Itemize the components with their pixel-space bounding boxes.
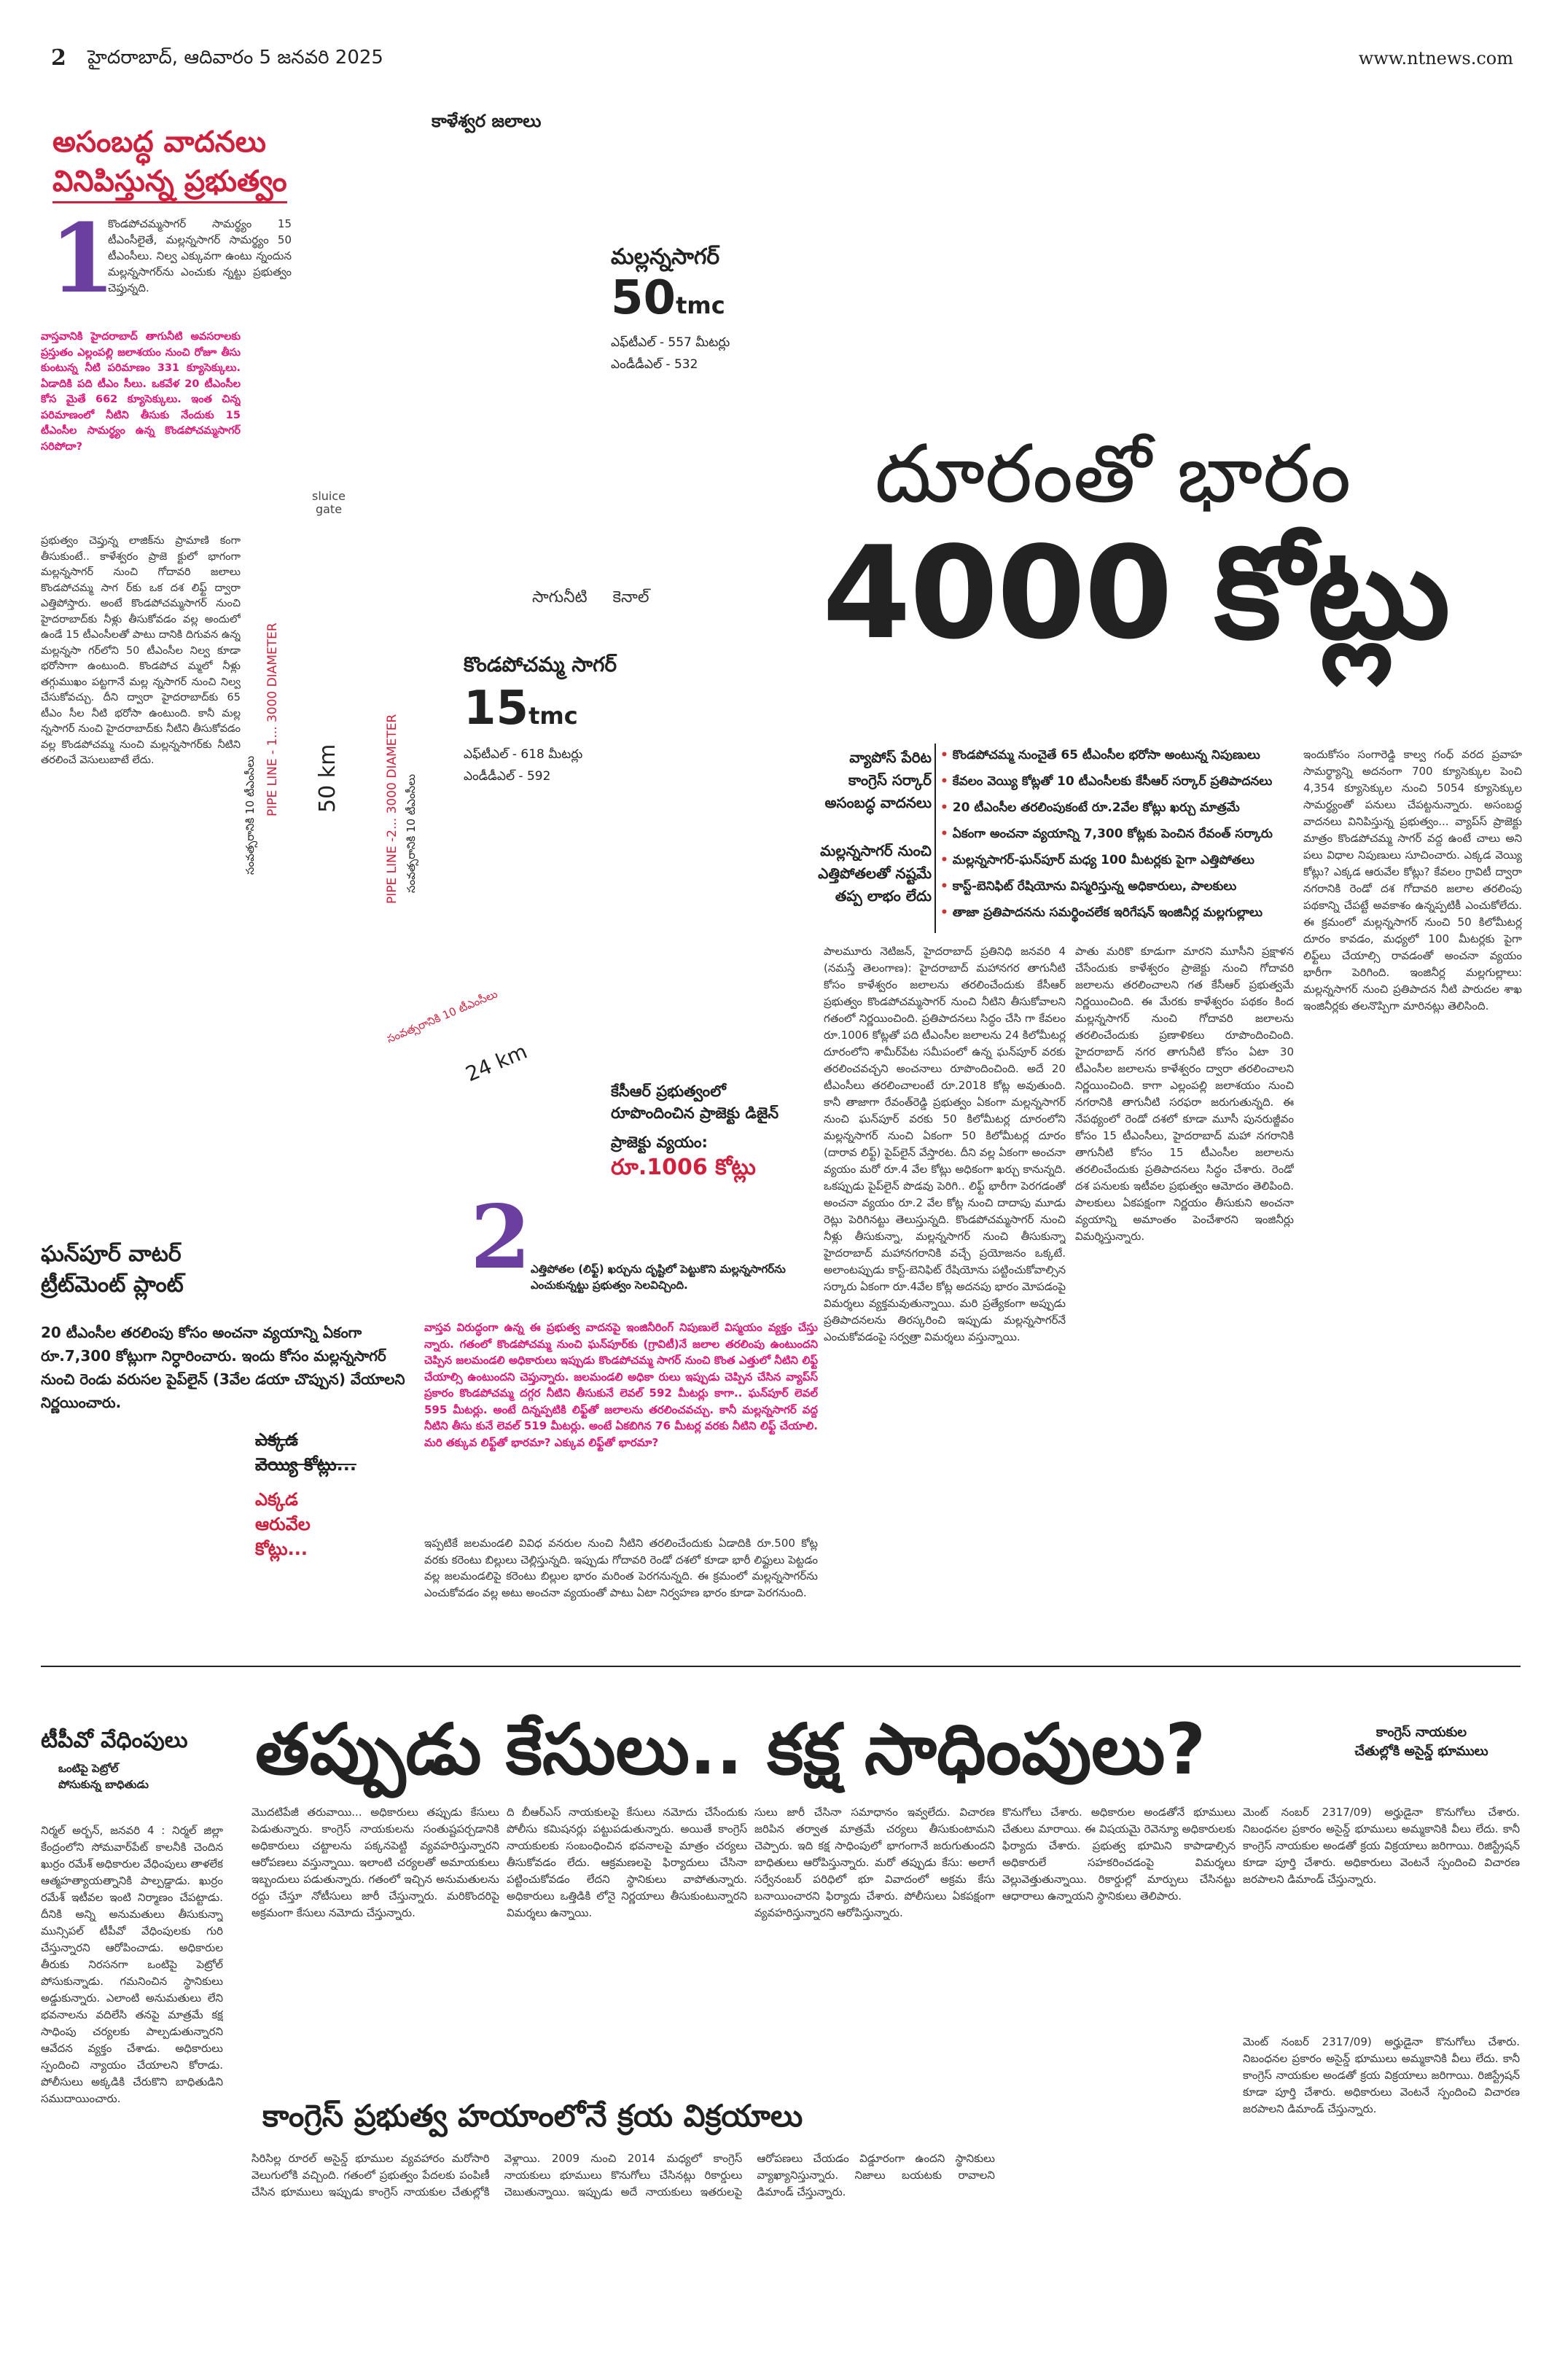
kaleshwaram-label: కాళేశ్వర జలాలు xyxy=(432,111,542,131)
summary-bullet: • కాస్ట్-బెనిఫిట్ రేషియోను విస్మరిస్తున్న అధికారులు, పాలకులు xyxy=(940,873,1283,900)
page-number: 2 xyxy=(51,45,66,71)
kondapochamma-capacity xyxy=(464,682,578,736)
canal-label: సాగునీటి కెనాల్ xyxy=(532,588,649,606)
kcr-cost-value: రూ.1006 కోట్లు xyxy=(611,1155,756,1180)
bottom-col-g: మెంట్ నంబర్ 2317/09) అర్హుడైనా కొనుగోలు చేశారు. నిబంధనల ప్రకారం అసైన్డ్ భూములు అమ్మకానికి వీలు లేదు. కానీ కాంగ్రెస్ నాయకుల అండతో క్రయ విక్రయాలు జరిగాయి. రిజిస్ట్రేషన్ కూడా పూర్తి చేశారు. అధికారులు వెంటనే స్పందించి విచారణ జరపాలని డిమాండ్ చేస్తున్నారు. xyxy=(1243,2035,1520,2115)
main-headline-line2: 4000 కోట్లు xyxy=(822,520,1449,668)
ghanpur-text: 20 టీఎంసీల తరలింపు కోసం అంచనా వ్యయాన్ని ఏకంగా రూ.7,300 కోట్లుగా నిర్ధారించారు. ఇందు కోసం మల్లన్నసాగర్ నుంచి రెండు వరుసల పైప్‌లైన్ (3వేల డయా చొప్పున) వేయాలని నిర్ణయించారు. xyxy=(41,1324,405,1411)
tpo-subtitle: ఒంటిపై పెట్రోల్ పోసుకున్న బాధితుడు xyxy=(58,1762,149,1791)
pipeline-1-label: PIPE LINE - 1... 3000 DIAMETER xyxy=(265,623,280,816)
summary-divider xyxy=(934,744,936,933)
website[interactable]: www.ntnews.com xyxy=(1358,48,1513,69)
strike-block xyxy=(255,1427,356,1477)
article-column-2: పాతు మరికొ కూడుగా మారని మూసీని ప్రక్షాళన చేసేందుకు కాళేశ్వరం ప్రాజెక్టు నుంచి గోదావరి జలాలను తరలించాలని గత కేసీఆర్ ప్రభుత్వమే నిర్ణయించింది. ఈ మేరకు కాళేశ్వరం పథకం కింద మల్లన్నసాగర్ నుంచి గోదావరి జలాలను తరలించేందుకు ప్రణాళికలు రూపొందించింది. హైదరాబాద్ నగర తాగునీటి కోసం ఏటా 30 టీఎంసీల జలాలను కాళేశ్వరం ద్వారా తరలించాలని నిర్ణయించింది. కాగా ఎల్లంపల్లి జలాశయం నుంచి నగరానికి తాగునీటి సరఫరా జరుగుతున్నది. ఈ నేపథ్యంలో రెండో దశలో కూడా మూసీ పునరుజ్జీవం కోసం 15 టీఎంసీలు, హైదరాబాద్ మహా నగరానికి తాగునీటి కోసం 15 టీఎంసీల జలాలను తరలించేందుకు ప్రతిపాదనలు సిద్ధం చేశారు. రెండో దశ పనులకు ఇటీవల ప్రభుత్వం ఆమోదం తెలిపింది. పాలకులు ఏకపక్షంగా నిర్ణయం తీసుకుని అంచనా వ్యయాన్ని అమాంతం పెంచేశారని ఇంజినీర్లు విమర్శిస్తున్నారు. xyxy=(1075,945,1294,1243)
ghanpur-title-line1: ఘన్‌పూర్ వాటర్ xyxy=(41,1241,182,1267)
left-headline-line2: వినిపిస్తున్న ప్రభుత్వం xyxy=(52,162,287,203)
strike-line2: వెయ్యి కోట్లు... xyxy=(255,1454,356,1475)
bottom-subhead: కాంగ్రెస్ ప్రభుత్వ హయాంలోనే క్రయ విక్రయాలు xyxy=(262,2098,803,2134)
main-headline-line1: దూరంతో భారం xyxy=(875,427,1351,520)
sluice-gate-label: sluice gate xyxy=(312,489,346,516)
kcr-box xyxy=(611,1080,778,1182)
kondapochamma-mddl: ఎండీడీఎల్ - 592 xyxy=(464,769,551,784)
left-body-text: ప్రభుత్వం చెప్తున్న లాజిక్‌ను ప్రామాణి కంగా తీసుకుంటే.. కాళేశ్వరం ప్రాజె క్టులో భాగంగా మల్లన్నసాగర్ నుంచి గోదావరి జలాలు కొండపోచమ్మ సాగ ర్‌కు ఒక దశ లిఫ్ట్ ద్వారా ఎత్తిపోస్తారు. అంటే కొండపోచమ్మసాగర్ నుంచి హైదరాబాద్‌కు నీళ్లు తీసుకోవడం వల్ల అందులో ఉండే 15 టీఎంసీలతో పాటు దానికి దిగువన ఉన్న మల్లన్నసా గర్‌లోని 50 టీఎంసీల నిల్వ కూడా భరోసాగా ఉంటుంది. కొండపోచ మ్మలో నీళ్లు తగ్గుముఖం పట్టగానే మల్ల న్నసాగర్ నుంచి నిల్వ చేసుకోవచ్చు. దీని ద్వారా హైదరాబాద్‌కు 65 టీఎం సీల నీటి భరోసా ఉంటుంది. కానీ మల్ల న్నసాగర్ నుంచి హైదరాబాద్‌కు నీటిని తీసుకోవడం వల్ల కొండపోచమ్మ నుంచి మల్లన్నసాగర్‌కు నీటిని తరలించే వెసులుబాటే లేదు. xyxy=(41,535,241,766)
congress-box-title: కాంగ్రెస్ నాయకుల చేతుల్లోకి అసైన్డ్ భూములు xyxy=(1354,1725,1488,1759)
bottom-col-left: నిర్మల్ అర్బన్, జనవరి 4 : నిర్మల్ జిల్లా కేంద్రంలోని సోమవార్‌పేట్ కాలనీకి చెందిన ఖుర్రం రమేశ్ అధికారుల వేధింపులు తాళలేక ఆత్మహత్యాయత్నానికి పాల్పడ్డాడు. ఖుర్రం రమేశ్ ఇటీవల ఇంటి నిర్మాణం చేపట్టాడు. దీనికి అన్ని అనుమతులు తీసుకున్నా మున్సిపల్ టీపీవో వేధింపులకు గురి చేస్తున్నారని ఆరోపించాడు. అధికారుల తీరుకు నిరసనగా ఒంటిపై పెట్రోల్ పోసుకున్నాడు. గమనించిన స్థానికులు అడ్డుకున్నారు. ఎలాంటి అనుమతులు లేని భవనాలను వదిలేసి తనపై మాత్రమే కక్ష సాధింపు చర్యలకు పాల్పడుతున్నారని ఆవేదన వ్యక్తం చేశాడు. అధికారులు స్పందించి న్యాయం చేయాలని కోరాడు. పోలీసులు అక్కడికి చేరుకొని బాధితుడిని సముదాయించారు. xyxy=(41,1824,223,2105)
bottom-col-a: మొదటిపేజీ తరువాయి... అధికారులు తప్పుడు కేసులు పెడుతున్నారు. కాంగ్రెస్ నాయకులను సంతుష్టపర్చడానికి అధికారులు చట్టాలను పక్కనపెట్టి వ్యవహరిస్తున్నారని ఆరోపణలు వస్తున్నాయి. ఇలాంటి చర్యలతో అమాయకులు ఇబ్బందులు పడుతున్నారు. గతంలో ఇచ్చిన అనుమతులను రద్దు చేస్తూ నోటీసులు జారీ చేస్తున్నారు. మరికొందరిపై అక్రమంగా కేసులు నమోదు చేస్తున్నారు. xyxy=(251,1806,499,1919)
bottom-col-f: సిరిసిల్ల రూరల్ అసైన్డ్ భూముల వ్యవహారం మరోసారి వెలుగులోకి వచ్చింది. గతంలో ప్రభుత్వం పేదలకు పంపిణీ చేసిన భూములు ఇప్పుడు కాంగ్రెస్ నాయకుల చేతుల్లోకి వెళ్లాయి. 2009 నుంచి 2014 మధ్యలో కాంగ్రెస్ నాయకులు భూములు కొనుగోలు చేసినట్లు రికార్డులు చెబుతున్నాయి. ఇప్పుడు అదే నాయకులు ఇతరులపై ఆరోపణలు చేయడం విడ్డూరంగా ఉందని స్థానికులు వ్యాఖ్యానిస్తున్నారు. నిజాలు బయటకు రావాలని డిమాండ్ చేస్తున్నారు. xyxy=(251,2152,995,2198)
ghanpur-title xyxy=(41,1239,184,1300)
summary-bullet: • కొండపోచమ్మ నుంచైతే 65 టీఎంసీల భరోసా అంటున్న నిపుణులు xyxy=(940,742,1283,768)
summary-label-1: వ్యాపోస్ పేరిట కాంగ్రెస్ సర్కార్ అసంబద్ధ వాదనలు xyxy=(824,749,932,811)
body-under-pink: ఇప్పటికే జలమండలి వివిధ వనరుల నుంచి నీటిని తరలించేందుకు ఏడాదికి రూ.500 కోట్ల వరకు కరెంటు బిల్లులు చెల్లిస్తున్నది. ఇప్పుడు గోదావరి రెండో దశలో కూడా భారీ లిఫ్టులు పెట్టడం వల్ల జలమండలిపై కరెంటు బిల్లుల భారం మరింత పెరగనున్నది. ఈ క్రమంలో మల్లన్నసాగర్‌ను ఎంచుకోవడం వల్ల అటు అంచనా వ్యయంతో పాటు ఏటా నిర్వహణ భారం కూడా పెరగనుంది. xyxy=(424,1537,818,1599)
mallanna-capacity-unit: tmc xyxy=(676,292,725,319)
pipeline-2-label: PIPE LINE -2... 3000 DIAMETER xyxy=(385,714,399,904)
summary-bullet: • మల్లన్నసాగర్-ఘన్‌పూర్ మధ్య 100 మీటర్లకు పైగా ఎత్తిపోతలు xyxy=(940,847,1283,873)
kcr-box-line1: కేసీఆర్ ప్రభుత్వంలో xyxy=(611,1082,726,1100)
summary-bullet: • ఏకంగా అంచనా వ్యయాన్ని 7,300 కోట్లకు పెంచిన రేవంత్ సర్కారు xyxy=(940,821,1283,847)
kcr-box-line2: రూపొందించిన ప్రాజెక్టు డిజైన్ xyxy=(611,1104,779,1122)
summary-bullet: • కేవలం వెయ్యి కోట్లతో 10 టీఎంసీలకు కేసీఆర్ సర్కార్ ప్రతిపాదనలు xyxy=(940,768,1283,795)
point-2-text: ఎత్తిపోతల (లిఫ్ట్) ఖర్చును దృష్టిలో పెట్టుకొని మల్లన్నసాగర్‌ను ఎంచుకున్నట్టు ప్రభుత్వం సెలవిచ్చింది. xyxy=(531,1263,786,1292)
red-line2: ఆరువేల xyxy=(255,1514,311,1534)
bottom-col-c: సులు జారీ చేసినా సమాధానం ఇవ్వలేదు. విచారణ జరిపిన తర్వాత మాత్రమే చర్యలు తీసుకుంటామని చెప్పారు. ఇది కక్ష సాధింపులో భాగంగానే జరుగుతుందని బాధితులు ఆరోపిస్తున్నారు. మరో తప్పుడు కేసు: అలాగే సర్వేనంబర్ పరిధిలో భూ వివాదంలో అక్రమ కేసు బనాయించారని ఫిర్యాదు చేశారు. పోలీసులు ఏకపక్షంగా వ్యవహరిస్తున్నారని ఆరోపిస్తున్నారు. xyxy=(754,1806,995,1919)
mallanna-mddl: ఎండీడీఎల్ - 532 xyxy=(611,357,698,372)
kondapochamma-ftl: ఎఫ్‌టీఎల్ - 618 మీటర్లు xyxy=(464,747,583,762)
kp-capacity-unit: tmc xyxy=(528,702,578,730)
kondapochamma-name: కొండపోచమ్మ సాగర్ xyxy=(464,652,617,676)
summary-label-2: మల్లన్నసాగర్ నుంచి ఎత్తిపోతలతో నష్టమే తప్ప లాభం లేదు xyxy=(818,842,932,905)
point-1-text: కొండపోచమ్మసాగర్ సామర్థ్యం 15 టీఎంసీలైతే, మల్లన్నసాగర్ సామర్థ్యం 50 టీఎంసీలు. నిల్వ ఎక్కువగా ఉంటు న్నందున మల్లన్నసాగర్‌ను ఎంచుకు న్నట్టు ప్రభుత్వం చెప్తున్నది. xyxy=(108,217,292,294)
left-headline-line1: అసంబద్ధ వాదనలు xyxy=(52,125,266,159)
dateline: హైదరాబాద్, ఆదివారం 5 జనవరి 2025 xyxy=(87,47,383,69)
tmc-per-year-2: సంవత్సరానికి 10 టీఎంసీలు xyxy=(405,773,418,893)
summary-bullet: • తాజా ప్రతిపాదనను సమర్థించలేక ఇరిగేషన్ ఇంజినీర్ల మల్లగుల్లాలు xyxy=(940,900,1283,926)
mallanna-capacity-num: 50 xyxy=(611,271,676,325)
kcr-cost-label: ప్రాజెక్టు వ్యయం: xyxy=(611,1134,708,1151)
article-column-3: ఇందుకోసం సంగారెడ్డి కాల్వ గంధ్ వరద ప్రవాహ సామర్థ్యాన్ని అదనంగా 700 క్యూసెక్కుల పెంచి 4,354 క్యూసెక్కుల నుంచి 5054 క్యూసెక్కుల సామర్థ్యంతో పనులు చేపట్టనున్నారు. అసంబద్ధ వాదనలు వినిపిస్తున్న ప్రభుత్వం... వ్యాప్‌స్ ప్రాజెక్టు మాత్రం కొండపోచమ్మ సాగర్ వద్ద ఉంటే చాలు అని పలు విధాల నిపుణులు సూచించారు. ఎక్కడ వెయ్యి కోట్లు? ఎక్కడ ఆరువేల కోట్లు? కేవలం గ్రావిటీ ద్వారా నగరానికి రెండో దశ గోదావరి జలాల తరలింపు పథకాన్ని చేపట్టే అవకాశం ఉన్నప్పటికీ ఎంచుకోలేదు. ఈ క్రమంలో మల్లన్నసాగర్ నుంచి 50 కిలోమీటర్ల దూరం కావడం, మధ్యలో 100 మీటర్లకు పైగా లిఫ్ట్‌లు చేయాల్సి రావడంతో అంచనా వ్యయం భారీగా పెరిగింది. ఇంజినీర్ల మల్లగుల్లాలు: మల్లన్నసాగర్ నుంచి ప్రతిపాదన నీటి పారుదల శాఖ ఇంజినీర్లకు తలనొప్పిగా మారినట్లు తెలిసింది. xyxy=(1303,748,1522,1013)
bottom-col-e: మెంట్ నంబర్ 2317/09) అర్హుడైనా కొనుగోలు చేశారు. నిబంధనల ప్రకారం అసైన్డ్ భూములు అమ్మకానికి వీలు లేదు. కానీ కాంగ్రెస్ నాయకుల అండతో క్రయ విక్రయాలు జరిగాయి. రిజిస్ట్రేషన్ కూడా పూర్తి చేశారు. అధికారులు వెంటనే స్పందించి విచారణ జరపాలని డిమాండ్ చేస్తున్నారు. xyxy=(1243,1806,1520,1886)
red-line1: ఎక్కడ xyxy=(255,1489,298,1510)
red-block xyxy=(255,1487,311,1561)
strike-line1: ఎక్కడ xyxy=(255,1429,298,1450)
article-column-1: పాలమూరు నెటిజన్, హైదరాబాద్ ప్రతినిధి జనవరి 4 (నమస్తే తెలంగాణ): హైదరాబాద్ మహానగర తాగునీటి కోసం కాళేశ్వరం జలాలను తరలించేందుకు కేసీఆర్ ప్రభుత్వం కొండపోచమ్మసాగర్ నుంచి నీటిని తీసుకోవాలని గతంలో నిర్ణయించింది. ప్రతిపాదనలు సిద్ధం చేసి గా కేవలం రూ.1006 కోట్లతో పది టీఎంసీల జలాలను 24 కిలోమీటర్ల దూరంలోని శామీర్‌పేట సమీపంలో ఉన్న ఘన్‌పూర్ వరకు తరలించవచ్చని అంచనాలు రూపొందించింది. అదే 20 టీఎంసీలు తరలించాలంటే రూ.2018 కోట్ల అవుతుంది. కానీ తాజాగా రేవంత్‌రెడ్డి ప్రభుత్వం ఏకంగా మల్లన్నసాగర్ నుంచి ఘన్‌పూర్ వరకు 50 కిలోమీటర్ల దూరంలోని మల్లన్నసాగర్ నుంచి ఏకంగా 50 కిలోమీటర్ల దూరం (దారావ లిఫ్ట్) పైప్‌లైన్ వేస్తారట. దీని వల్ల ఏకంగా అంచనా వ్యయం మరో రూ.4 వేల కోట్లు అధికంగా ఖర్చు కానున్నది. ఒకప్పుడు పైప్‌లైన్ పొడవు పెరిగి.. లిఫ్ట్ భారీగా పెరగడంతో అంచనా వ్యయం రూ.2 వేల కోట్ల నుంచి దాదాపు మూడు రెట్లు పెరిగినట్టు తెలుస్తున్నది. కొండపోచమ్మసాగర్ నుంచి నీళ్లు తీసుకున్నా, మల్లన్నసాగర్ నుంచి తీసుకున్నా హైదరాబాద్ మహానగరానికి వచ్చే ప్రయోజనం ఒక్కటే. అలాంటప్పుడు కాస్ట్-బెనిఫిట్ రేషియోను పట్టించుకోవాల్సిన సర్కారు ఏకంగా రూ.4వేల కోట్ల అదనపు భారం మోపడంపై విమర్శలు వ్యక్తమవుతున్నాయి. మరి ప్రత్యేకంగా అప్పుడు ప్రతిపాదనలను తిరస్కరించి ఇప్పుడు మల్లన్నసాగర్‌నే ఎంచుకోవడంపై సర్వత్రా విమర్శలు వస్తున్నాయి. xyxy=(824,945,1066,1343)
point-number-2: 2 xyxy=(470,1186,531,1289)
distance-50-km: 50 km xyxy=(315,744,340,813)
ghanpur-title-line2: ట్రీట్‌మెంట్ ప్లాంట్ xyxy=(41,1272,184,1298)
bottom-col-b: ది బీఆర్ఎస్ నాయకులపై కేసులు నమోదు చేసేందుకు పోలీసు కమిషనర్లు పట్టుపడుతున్నారు. అయితే కాంగ్రెస్ నాయకులకు సంబంధించిన భవనాలపై మాత్రం చర్యలు తీసుకోవడం లేదు. ఆక్రమణలపై ఫిర్యాదులు చేసినా పట్టించుకోవడం లేదని స్థానికులు వాపోతున్నారు. అధికారులు ఒత్తిడికి లోనై నిర్ణయాలు తీసుకుంటున్నారని విమర్శలు ఉన్నాయి. xyxy=(507,1806,747,1919)
red-line3: కోట్లు... xyxy=(255,1539,308,1559)
point-number-1: 1 xyxy=(50,203,116,314)
bottom-col-d: కొనుగోలు చేశారు. అధికారుల అండతోనే భూములు చేతులు మారాయి. ఈ విషయమై రెవెన్యూ అధికారులకు ఫిర్యాదు చేశారు. ప్రభుత్వ భూమిని కాపాడాల్సిన అధికారులే సహకరించడంపై విమర్శలు వెల్లువెత్తుతున్నాయి. రికార్డుల్లో మార్పులు చేసినట్టు ఆధారాలు ఉన్నాయని స్థానికులు తెలిపారు. xyxy=(1002,1806,1236,1903)
bottom-headline: తప్పుడు కేసులు.. కక్ష సాధింపులు? xyxy=(255,1709,1206,1790)
mallanna-capacity xyxy=(611,271,725,325)
summary-bullets xyxy=(940,742,1283,926)
tmc-per-year-3: సంవత్సరానికి 10 టీఎంసీలు xyxy=(385,987,500,1046)
mallanna-name: మల్లన్నసాగర్ xyxy=(611,244,720,270)
tpo-title: టీపీవో వేధింపులు xyxy=(41,1728,188,1753)
tmc-per-year-1: సంవత్సరానికి 10 టీఎంసీలు xyxy=(243,755,257,875)
summary-bullet: • 20 టీఎంసీల తరలింపుకంటే రూ.2వేల కోట్లు ఖర్చు మాత్రమే xyxy=(940,795,1283,821)
left-headline xyxy=(52,122,287,203)
mallanna-ftl: ఎఫ్‌టీఎల్ - 557 మీటర్లు xyxy=(611,335,730,350)
kp-capacity-num: 15 xyxy=(464,682,529,736)
pink-callout-2: వాస్తవ విరుద్ధంగా ఉన్న ఈ ప్రభుత్వ వాదనపై ఇంజినీరింగ్ నిపుణులే విస్మయం వ్యక్తం చేస్తు న్నారు. గతంలో కొండపోచమ్మ నుంచి ఘన్‌పూర్‌కు (గ్రావిటీ)నే జలాల తరలింపు ఉంటుందని చెప్పిన జలమండలి అధికారులు ఇప్పుడు కొండపోచమ్మ సాగర్ నుంచి కొంత ఎత్తులో నీటిని లిఫ్ట్ చేయాల్సి ఉంటుందని చెప్తున్నారు. జలమండలి అధికా రులు ఇప్పుడు చెప్పిన చేసిన వ్యాప్‌స్ ప్రకారం కొండపోచమ్మ దగ్గర నీటిని తీసుకునే లెవల్ 592 మీటర్లు కాగా.. ఘన్‌పూర్ లెవల్ 595 మీటర్లు. అంటే దిన్నప్పటికి లిఫ్ట్‌తో జలాలను తరలించవచ్చు. కానీ మల్లన్నసాగర్ వద్ద నీటిని తీసు కునే లెవల్ 519 మీటర్లు. అంటే ఏకబిగిన 76 మీటర్ల వరకు నీటిని లిఫ్ట్ చేయాలి. మరి తక్కువ లిఫ్ట్‌తో భారమా? ఎక్కువ లిఫ్ట్‌తో భారమా? xyxy=(424,1321,818,1449)
distance-24-km: 24 km xyxy=(462,1039,531,1087)
pink-callout-1: వాస్తవానికి హైదరాబాద్ తాగునీటి అవసరాలకు ప్రస్తుతం ఎల్లంపల్లి జలాశయం నుంచి రోజూ తీసు కుంటున్న నీటి పరిమాణం 331 క్యూసెక్కులు. ఏడాదికి పది టీఎం సీలు. ఒకవేళ 20 టీఎంసీల కోస మైతే 662 క్యూసెక్కులు. ఇంత చిన్న పరిమాణంలో నీటిని తీసుకు నేందుకు 15 టీఎంసీల సామర్థ్యం ఉన్న కొండపోచమ్మసాగర్ సరిపోదా? xyxy=(41,331,241,453)
section-divider xyxy=(41,1666,1521,1667)
